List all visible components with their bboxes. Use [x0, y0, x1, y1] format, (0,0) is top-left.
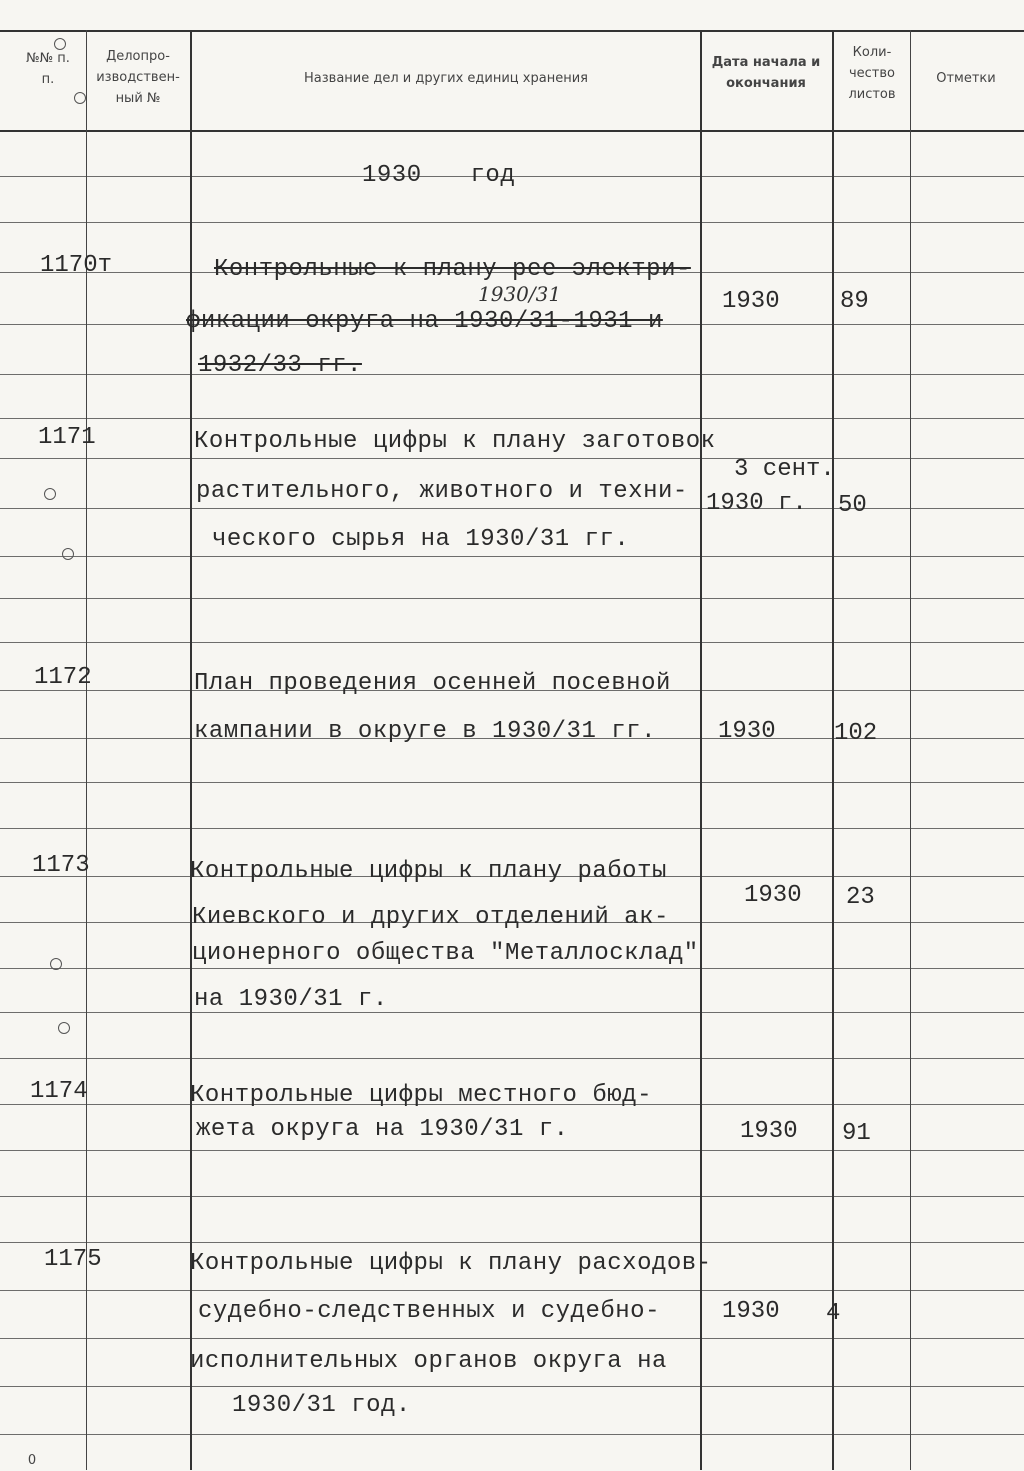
ruled-line [0, 1386, 1024, 1387]
ruled-line [0, 598, 1024, 599]
entry-title-line: растительного, животного и техни- [196, 478, 688, 505]
binder-hole-icon [62, 548, 74, 560]
header-top-rule [0, 30, 1024, 32]
binder-hole-icon [44, 488, 56, 500]
entry-number: 1171 [38, 424, 96, 451]
entry-date: 1930 [718, 718, 776, 745]
entry-title-line: Контрольные цифры к плану работы [190, 858, 667, 885]
entry-date: 1930 [744, 882, 802, 909]
binder-hole-icon [74, 92, 86, 104]
entry-sheets: 102 [834, 720, 878, 747]
entry-number: 1170т [40, 252, 113, 279]
ruled-line [0, 828, 1024, 829]
year-heading: 1930 год [362, 162, 516, 189]
handwritten-correction: 1930/31 [478, 282, 562, 306]
entry-number: 1173 [32, 852, 90, 879]
ruled-line [0, 556, 1024, 557]
footer-mark: 0 [27, 1453, 37, 1468]
ruled-line [0, 458, 1024, 459]
ruled-line [0, 1196, 1024, 1197]
header-col-sheets: Коли-чество листов [848, 45, 896, 102]
entry-title-line: 1930/31 год. [232, 1392, 411, 1419]
header-col-notes: Отметки [936, 71, 996, 86]
ruled-line [0, 782, 1024, 783]
entry-date: 1930 [740, 1118, 798, 1145]
header-col-office-number: Делопро-изводствен-ный № [96, 49, 180, 106]
entry-title-line: ческого сырья на 1930/31 гг. [212, 526, 630, 553]
entry-sheets: 50 [838, 492, 867, 519]
header-col-number: №№ п. п. [26, 51, 70, 87]
ruled-line [0, 1058, 1024, 1059]
entry-title-line: ционерного общества "Металлосклад" [192, 940, 699, 967]
entry-title-line: План проведения осенней посевной [194, 670, 671, 697]
ruled-line [0, 1290, 1024, 1291]
ruled-line [0, 1338, 1024, 1339]
ruled-line [0, 642, 1024, 643]
entry-date: 3 сент. [734, 456, 835, 483]
binder-hole-icon [54, 38, 66, 50]
ruled-line [0, 1012, 1024, 1013]
ruled-line [0, 1150, 1024, 1151]
entry-date: 1930 [722, 288, 780, 315]
entry-sheets: 91 [842, 1120, 871, 1147]
entry-title-line: кампании в округе в 1930/31 гг. [194, 718, 656, 745]
entry-date: 1930 [722, 1298, 780, 1325]
entry-title-line: Киевского и других отделений ак- [192, 904, 669, 931]
ruled-line [0, 374, 1024, 375]
header-col-title: Название дел и других единиц хранения [304, 71, 588, 86]
ruled-line [0, 1242, 1024, 1243]
entry-title-line: 1932/33 гг. [198, 352, 362, 379]
ruled-line [0, 1434, 1024, 1435]
entry-title-line: Контрольные цифры к плану заготовок [194, 428, 716, 455]
entry-number: 1172 [34, 664, 92, 691]
entry-number: 1175 [44, 1246, 102, 1273]
entry-title-line: судебно-следственных и судебно- [198, 1298, 660, 1325]
entry-title-line: Контрольные к плану рее электри- [214, 256, 691, 283]
header-col-dates: Дата начала и окончания [711, 55, 821, 91]
header-bottom-rule [0, 130, 1024, 132]
entry-title-line: исполнительных органов округа на [190, 1348, 667, 1375]
column-divider [832, 30, 834, 1470]
ruled-line [0, 968, 1024, 969]
entry-number: 1174 [30, 1078, 88, 1105]
entry-title-line: Контрольные цифры местного бюд- [190, 1082, 652, 1109]
entry-title-line: фикации округа на 1930/31-1931 и [186, 308, 663, 335]
entry-sheets: 4 [826, 1300, 841, 1327]
binder-hole-icon [50, 958, 62, 970]
ruled-line [0, 508, 1024, 509]
entry-title-line: на 1930/31 г. [194, 986, 388, 1013]
entry-sheets: 23 [846, 884, 875, 911]
entry-date: 1930 г. [706, 490, 807, 517]
binder-hole-icon [58, 1022, 70, 1034]
ruled-line [0, 222, 1024, 223]
entry-title-line: Контрольные цифры к плану расходов- [190, 1250, 712, 1277]
ruled-line [0, 418, 1024, 419]
entry-sheets: 89 [840, 288, 869, 315]
entry-title-line: жета округа на 1930/31 г. [196, 1116, 569, 1143]
column-divider [910, 30, 911, 1470]
